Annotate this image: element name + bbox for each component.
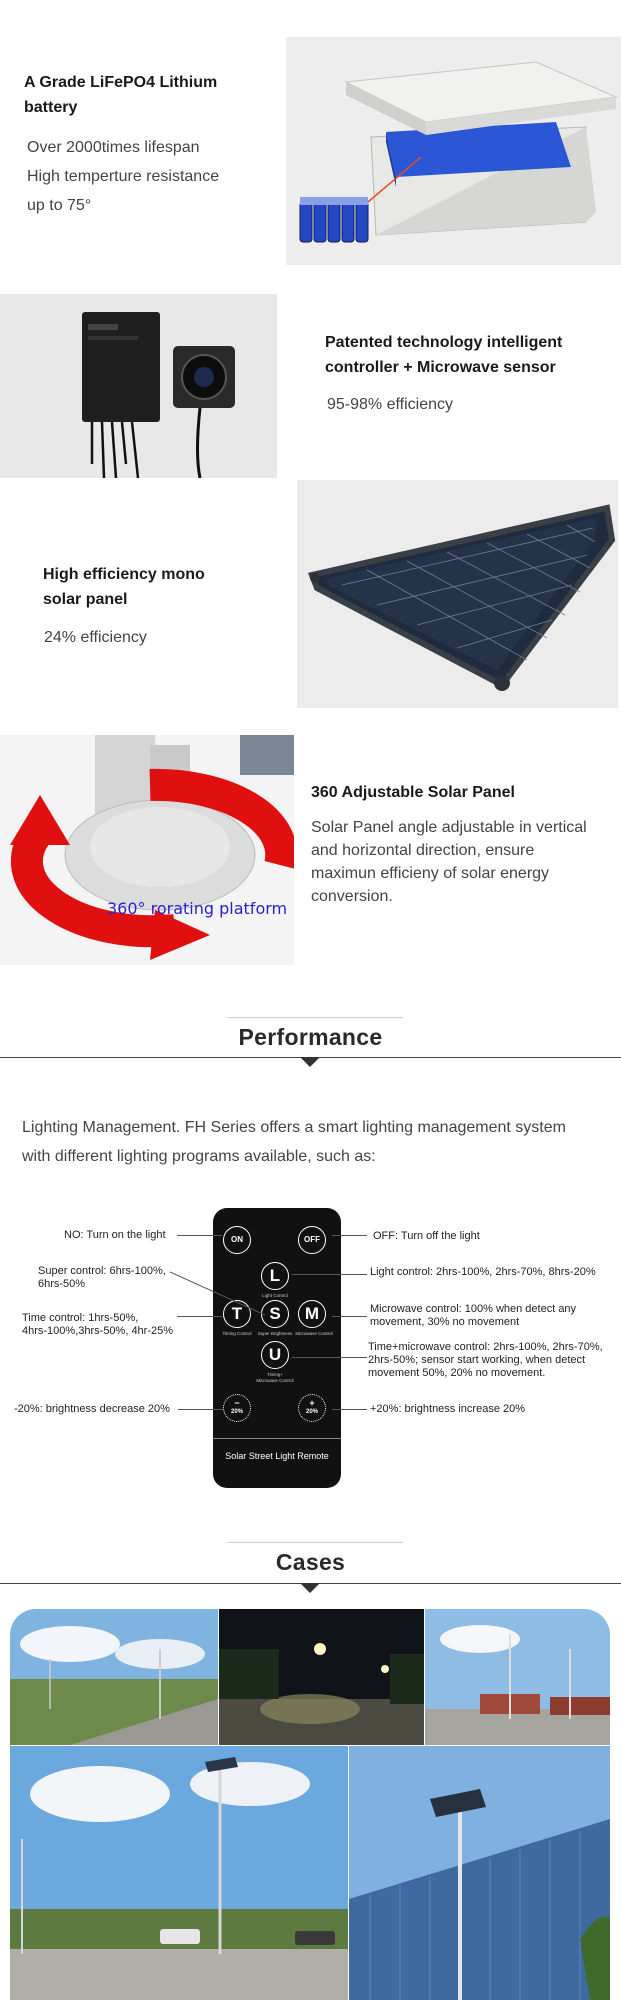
cases-top-rule — [228, 1542, 403, 1543]
remote-control — [213, 1208, 341, 1488]
remote-u-sublabel-1: Timing+ — [267, 1372, 283, 1377]
controller-title-1: Patented technology intelligent — [325, 334, 563, 351]
adjustable-line-2: and horizontal direction, ensure — [311, 842, 535, 859]
panel-efficiency: 24% efficiency — [44, 629, 147, 646]
performance-header — [0, 1010, 621, 1070]
adjustable-line-3: maximun efficieny of solar energy — [311, 865, 550, 882]
performance-heading: Performance — [238, 1024, 383, 1050]
remote-increase-button[interactable] — [298, 1394, 326, 1422]
feature-panel — [0, 480, 621, 710]
connector-time — [177, 1316, 222, 1317]
panel-title-1: High efficiency mono — [43, 566, 205, 583]
remote-divider — [213, 1438, 341, 1439]
cases-heading: Cases — [275, 1549, 346, 1575]
label-super-2: 6hrs-50% — [38, 1278, 86, 1290]
feature-battery — [0, 0, 621, 270]
label-time-microwave-1: Time+microwave control: 2hrs-100%, 2hrs-70%, — [368, 1341, 603, 1353]
cases-photo-grid — [10, 1609, 610, 2000]
performance-top-rule — [228, 1017, 403, 1018]
remote-on-button[interactable]: ON — [223, 1226, 251, 1254]
platform-caption: 360° rorating platform — [107, 899, 288, 918]
feature-controller — [0, 290, 621, 475]
remote-time-sublabel: Timing Control — [222, 1331, 252, 1336]
label-time-microwave-3: movement 50%, 20% no movement. — [368, 1367, 546, 1379]
connector-super — [170, 1270, 270, 1320]
adjustable-line-4: conversion. — [311, 888, 393, 905]
case-photo-2 — [219, 1609, 424, 1745]
remote-off-button[interactable]: OFF — [298, 1226, 326, 1254]
connector-plus — [332, 1409, 367, 1410]
case-photo-4 — [10, 1746, 348, 2000]
remote-u-sublabel-2: Microwave Control — [256, 1378, 294, 1383]
remote-increase-symbol: + — [309, 1398, 315, 1408]
performance-intro-1: Lighting Management. FH Series offers a smart lighting management system — [22, 1119, 566, 1136]
remote-super-sublabel: Super Brightness — [257, 1331, 293, 1336]
label-off: OFF: Turn off the light — [373, 1230, 480, 1242]
label-time-2: 4hrs-100%,3hrs-50%, 4hr-25% — [22, 1325, 174, 1337]
connector-light — [292, 1274, 367, 1275]
label-minus: -20%: brightness decrease 20% — [14, 1403, 170, 1415]
remote-time-button[interactable]: T — [223, 1300, 251, 1328]
remote-light-button[interactable]: L — [261, 1262, 289, 1290]
controller-image — [0, 294, 277, 478]
remote-decrease-symbol: − — [234, 1398, 240, 1408]
battery-line-1: Over 2000times lifespan — [27, 139, 200, 156]
connector-minus — [178, 1409, 223, 1410]
rotating-platform-image — [0, 735, 294, 965]
panel-title-2: solar panel — [43, 591, 128, 608]
case-photo-1 — [10, 1609, 218, 1745]
case-photo-5 — [349, 1746, 610, 2000]
performance-arrow-icon — [300, 1057, 320, 1068]
remote-microwave-sublabel: Microwave Control — [295, 1331, 333, 1336]
label-super-1: Super control: 6hrs-100%, — [38, 1265, 166, 1277]
performance-intro-2: with different lighting programs available, such as: — [22, 1148, 376, 1165]
case-photo-3 — [425, 1609, 610, 1745]
remote-microwave-button[interactable]: M — [298, 1300, 326, 1328]
remote-super-button[interactable]: S — [261, 1300, 289, 1328]
label-time-1: Time control: 1hrs-50%, — [22, 1312, 139, 1324]
cases-header — [0, 1535, 621, 1595]
label-light: Light control: 2hrs-100%, 2hrs-70%, 8hrs-20% — [370, 1266, 596, 1278]
remote-decrease-button[interactable] — [223, 1394, 251, 1422]
remote-decrease-pct: 20% — [230, 1409, 243, 1415]
controller-efficiency: 95-98% efficiency — [327, 396, 453, 413]
connector-off — [332, 1235, 367, 1236]
remote-timer-microwave-button[interactable]: U — [261, 1341, 289, 1369]
solar-panel-image — [297, 480, 618, 708]
controller-title-2: controller + Microwave sensor — [325, 359, 556, 376]
label-no: NO: Turn on the light — [64, 1229, 166, 1241]
battery-title: A Grade LiFePO4 Lithium battery — [24, 74, 218, 116]
connector-no — [177, 1235, 222, 1236]
remote-footer: Solar Street Light Remote — [225, 1451, 329, 1461]
label-microwave-2: movement, 30% no movement — [370, 1316, 520, 1328]
label-plus: +20%: brightness increase 20% — [370, 1403, 526, 1415]
battery-line-2: High temperture resistance — [27, 168, 220, 185]
feature-adjustable — [0, 735, 621, 965]
battery-image — [286, 37, 621, 265]
adjustable-title: 360 Adjustable Solar Panel — [311, 784, 515, 801]
label-time-microwave-2: 2hrs-50%; sensor start working, when detect — [368, 1354, 586, 1366]
cases-arrow-icon — [300, 1583, 320, 1594]
connector-timer-microwave — [292, 1357, 367, 1358]
connector-microwave — [332, 1316, 367, 1317]
remote-diagram — [0, 1200, 621, 1500]
adjustable-line-1: Solar Panel angle adjustable in vertical — [311, 819, 587, 836]
label-microwave-1: Microwave control: 100% when detect any — [370, 1303, 577, 1315]
battery-line-3: up to 75° — [27, 197, 92, 214]
remote-increase-pct: 20% — [305, 1409, 318, 1415]
remote-light-sublabel: Light Control — [262, 1293, 288, 1298]
